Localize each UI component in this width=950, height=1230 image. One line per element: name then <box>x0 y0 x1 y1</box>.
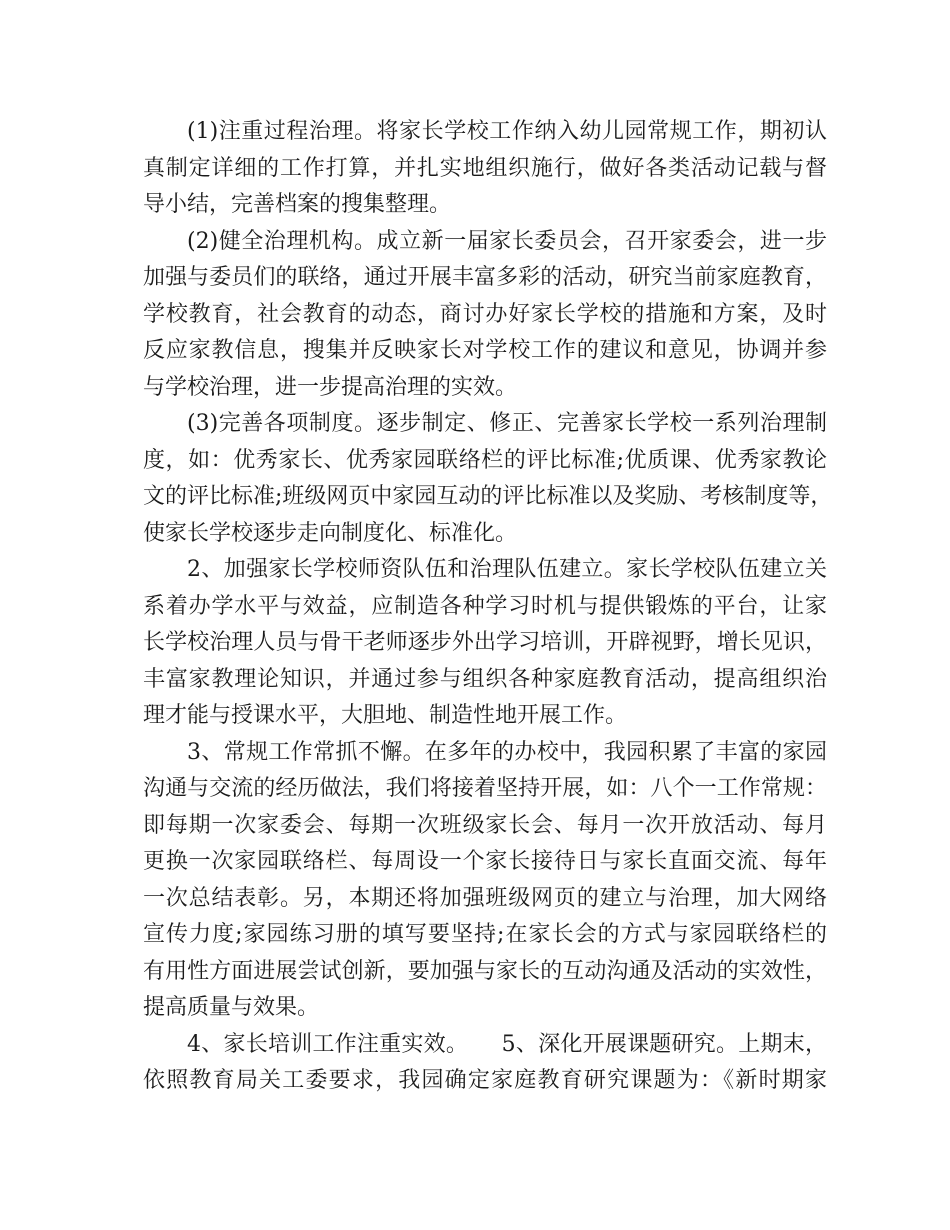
text-line: 系着办学水平与效益，应制造各种学习时机与提供锻炼的平台，让家 <box>143 593 827 619</box>
text-line: 使家长学校逐步走向制度化、标准化。 <box>143 520 518 546</box>
text-line: 3、常规工作常抓不懈。在多年的办校中，我园积累了丰富的家园 <box>187 739 827 765</box>
text-line: 提高质量与效果。 <box>143 995 320 1020</box>
text-line: 学校教育，社会教育的动态，商讨办好家长学校的措施和方案，及时 <box>143 301 827 327</box>
text-line: 依照教育局关工委要求，我园确定家庭教育研究课题为：《新时期家 <box>143 1068 827 1093</box>
text-line: 文的评比标准;班级网页中家园互动的评比标准以及奖励、考核制度等， <box>143 484 833 509</box>
text-line: (3)完善各项制度。逐步制定、修正、完善家长学校一系列治理制 <box>187 411 827 436</box>
text-line: 理才能与授课水平，大胆地、制造性地开展工作。 <box>143 703 628 728</box>
text-line: 宣传力度;家园练习册的填写要坚持;在家长会的方式与家园联络栏的 <box>143 922 827 947</box>
text-line: 即每期一次家委会、每期一次班级家长会、每月一次开放活动、每月 <box>143 812 827 838</box>
text-line: 长学校治理人员与骨干老师逐步外出学习培训，开辟视野，增长见识， <box>143 630 827 655</box>
text-line: (1)注重过程治理。将家长学校工作纳入幼儿园常规工作，期初认 <box>187 119 827 144</box>
text-line: 反应家教信息，搜集并反映家长对学校工作的建议和意见，协调并参 <box>143 338 827 363</box>
text-line: 导小结，完善档案的搜集整理。 <box>143 192 452 217</box>
text-line: 真制定详细的工作打算，并扎实地组织施行，做好各类活动记载与督 <box>143 155 827 181</box>
document-body <box>143 114 833 1100</box>
text-line: 有用性方面进展尝试创新，要加强与家长的互动沟通及活动的实效性， <box>143 958 827 984</box>
text-line: 丰富家教理论知识，并通过参与组织各种家庭教育活动，提高组织治 <box>143 666 827 692</box>
text-line: 2、加强家长学校师资队伍和治理队伍建立。家长学校队伍建立关 <box>187 557 827 582</box>
text-line: 4、家长培训工作注重实效。 5、深化开展课题研究。上期末， <box>187 1031 827 1057</box>
text-line: (2)健全治理机构。成立新一届家长委员会，召开家委会，进一步 <box>187 228 827 254</box>
text-line: 度，如：优秀家长、优秀家园联络栏的评比标准;优质课、优秀家教论 <box>143 447 827 473</box>
text-line: 一次总结表彰。另，本期还将加强班级网页的建立与治理，加大网络 <box>143 885 827 911</box>
text-line: 与学校治理，进一步提高治理的实效。 <box>143 374 518 400</box>
text-line: 沟通与交流的经历做法，我们将接着坚持开展，如：八个一工作常规： <box>143 776 827 801</box>
text-line: 加强与委员们的联络，通过开展丰富多彩的活动，研究当前家庭教育， <box>143 265 827 290</box>
text-line: 更换一次家园联络栏、每周设一个家长接待日与家长直面交流、每年 <box>143 849 827 874</box>
